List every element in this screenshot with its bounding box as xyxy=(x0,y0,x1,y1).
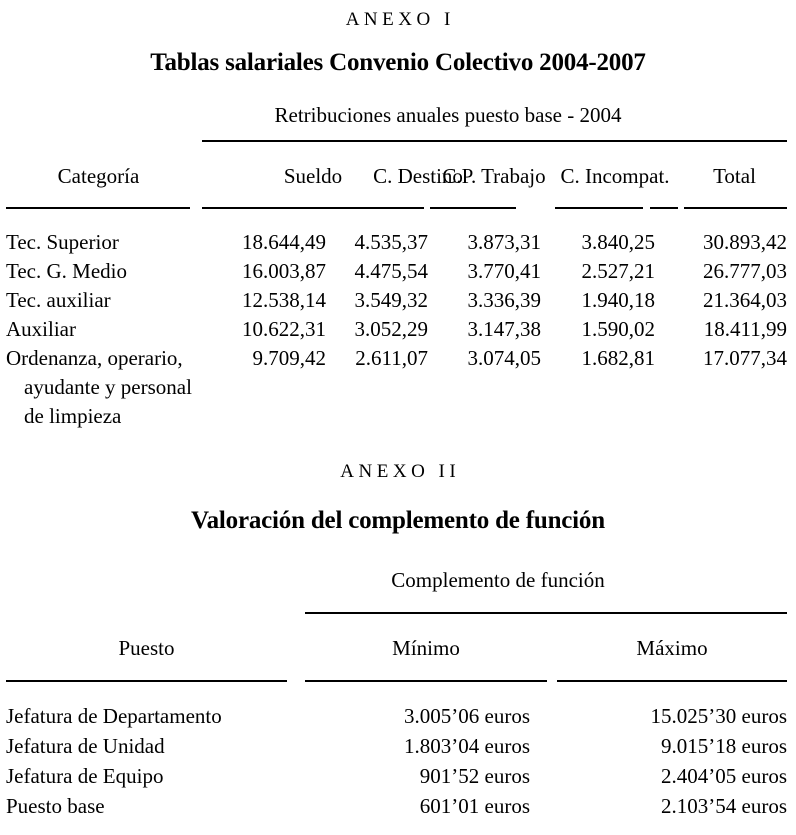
annex-two-header-rule-3 xyxy=(557,680,787,682)
cell-c-destino: 4.475,54 xyxy=(354,259,428,283)
cell-c-incompat: 1.940,18 xyxy=(581,288,655,312)
annex-two-header-minimo: Mínimo xyxy=(392,636,460,660)
cell-sueldo: 18.644,49 xyxy=(242,230,326,254)
annex-two-subtitle: Complemento de función xyxy=(391,568,605,592)
cell-total: 17.077,34 xyxy=(703,346,787,370)
annex-two-header-rule-1 xyxy=(6,680,287,682)
cell-sueldo: 12.538,14 xyxy=(242,288,326,312)
cell-c-destino: 2.611,07 xyxy=(355,346,428,370)
cell-c-incompat: 1.590,02 xyxy=(581,317,655,341)
cell-minimo: 601’01 euros xyxy=(419,794,530,818)
annex-one-header-rule-3 xyxy=(430,207,516,209)
cell-total: 21.364,03 xyxy=(703,288,787,312)
table-row: Ordenanza, operario, xyxy=(6,346,183,370)
table-row: Jefatura de Unidad xyxy=(6,734,165,758)
annex-one-header-sueldo: Sueldo xyxy=(283,164,343,188)
cell-minimo: 1.803’04 euros xyxy=(404,734,530,758)
cell-sueldo: 10.622,31 xyxy=(242,317,326,341)
annex-one-header-total: Total xyxy=(713,164,756,188)
table-row: Tec. Superior xyxy=(6,230,119,254)
annex-one-header-rule-5 xyxy=(650,207,678,209)
annex-two-header-rule-2 xyxy=(305,680,547,682)
annex-one-header-c-destino: C. Destino xyxy=(373,164,463,188)
cell-cp-trabajo: 3.147,38 xyxy=(467,317,541,341)
cell-cp-trabajo: 3.770,41 xyxy=(467,259,541,283)
cell-maximo: 15.025’30 euros xyxy=(650,704,787,728)
annex-one-header-c-incompat: C. Incompat. xyxy=(560,164,670,188)
annex-one-header-cp-trabajo: C.P. Trabajo xyxy=(442,164,546,188)
table-row: Tec. auxiliar xyxy=(6,288,111,312)
annex-one-label: ANEXO I xyxy=(345,9,455,30)
cell-total: 30.893,42 xyxy=(703,230,787,254)
annex-one-title: Tablas salariales Convenio Colectivo 2004-2007 xyxy=(150,49,646,76)
annex-two-header-puesto: Puesto xyxy=(118,636,175,660)
table-row: Puesto base xyxy=(6,794,105,818)
annex-one-subtitle: Retribuciones anuales puesto base - 2004 xyxy=(274,103,622,127)
cell-cp-trabajo: 3.074,05 xyxy=(467,346,541,370)
annex-one-header-rule-4 xyxy=(555,207,643,209)
cell-minimo: 901’52 euros xyxy=(419,764,530,788)
cell-sueldo: 16.003,87 xyxy=(242,259,326,283)
table-row: Jefatura de Equipo xyxy=(6,764,164,788)
cell-minimo: 3.005’06 euros xyxy=(404,704,530,728)
annex-one-header-rule-6 xyxy=(684,207,787,209)
cell-total: 18.411,99 xyxy=(703,317,787,341)
cell-c-destino: 3.549,32 xyxy=(354,288,428,312)
annex-two-label: ANEXO II xyxy=(340,461,461,482)
table-row-continuation: de limpieza xyxy=(24,404,122,428)
annex-two-title: Valoración del complemento de función xyxy=(191,507,605,534)
table-row: Auxiliar xyxy=(6,317,76,341)
annex-one-header-categoria: Categoría xyxy=(57,164,140,188)
annex-two-header-maximo: Máximo xyxy=(636,636,708,660)
cell-sueldo: 9.709,42 xyxy=(252,346,326,370)
cell-cp-trabajo: 3.873,31 xyxy=(467,230,541,254)
cell-c-incompat: 2.527,21 xyxy=(581,259,655,283)
table-row: Jefatura de Departamento xyxy=(6,704,222,728)
annex-one-header-rule-1 xyxy=(6,207,190,209)
cell-c-destino: 3.052,29 xyxy=(354,317,428,341)
cell-maximo: 2.103’54 euros xyxy=(661,794,787,818)
table-row-continuation: ayudante y personal xyxy=(24,375,192,399)
cell-c-destino: 4.535,37 xyxy=(354,230,428,254)
cell-maximo: 2.404’05 euros xyxy=(661,764,787,788)
annex-one-top-rule xyxy=(202,140,787,142)
cell-cp-trabajo: 3.336,39 xyxy=(467,288,541,312)
annex-two-top-rule xyxy=(305,612,787,614)
cell-c-incompat: 3.840,25 xyxy=(581,230,655,254)
table-row: Tec. G. Medio xyxy=(6,259,127,283)
cell-c-incompat: 1.682,81 xyxy=(581,346,655,370)
cell-total: 26.777,03 xyxy=(703,259,787,283)
cell-maximo: 9.015’18 euros xyxy=(661,734,787,758)
annex-one-header-rule-2 xyxy=(202,207,424,209)
